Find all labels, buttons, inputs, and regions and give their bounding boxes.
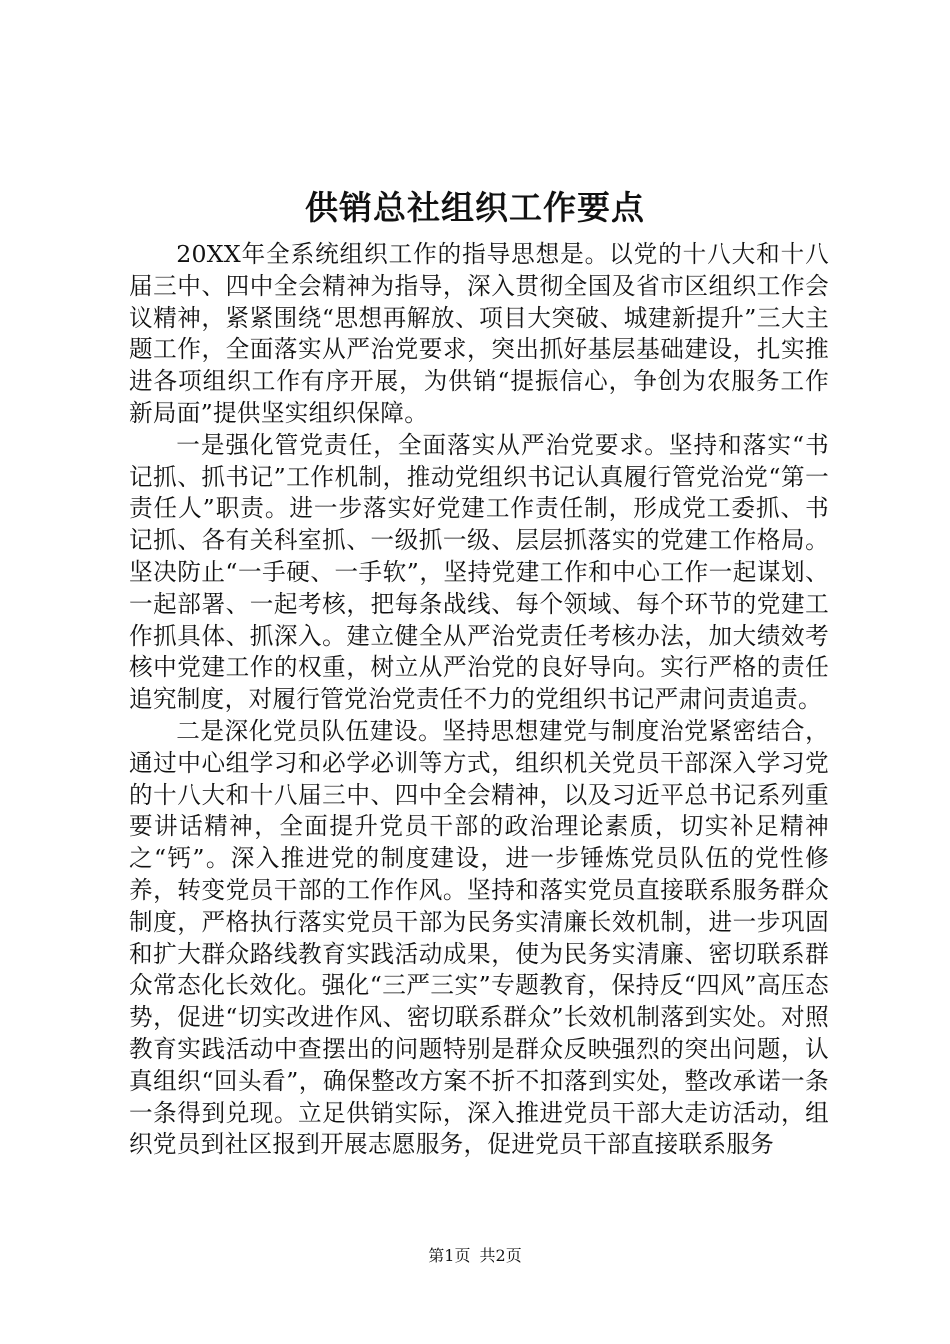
document-body bbox=[129, 239, 829, 1161]
paragraph-member-team-building: 二是深化党员队伍建设。坚持思想建党与制度治党紧密结合，通过中心组学习和必学必训等方式，组织机关党员干部深入学习党的十八大和十八届三中、四中全会精神，以及习近平总书记系列重要讲话精神，全面提升党员干部的政治理论素质，切实补足精神之“钙”。深入推进党的制度建设，进一步锤炼党员队伍的党性修养，转变党员干部的工作作风。坚持和落实党员直接联系服务群众制度，严格执行落实党员干部为民务实清廉长效机制，进一步巩固和扩大群众路线教育实践活动成果，使为民务实清廉、密切联系群众常态化长效化。强化“三严三实”专题教育，保持反“四风”高压态势，促进“切实改进作风、密切联系群众”长效机制落到实处。对照教育实践活动中查摆出的问题特别是群众反映强烈的突出问题，认真组织“回头看”，确保整改方案不折不扣落到实处，整改承诺一条一条得到兑现。立足供销实际，深入推进党员干部大走访活动，组织党员到社区报到开展志愿服务，促进党员干部直接联系服务 bbox=[129, 716, 829, 1159]
page-footer bbox=[0, 1246, 950, 1266]
page-number: 第1页 bbox=[428, 1246, 471, 1265]
paragraph-party-responsibility: 一是强化管党责任，全面落实从严治党要求。坚持和落实“书记抓、抓书记”工作机制，推动党组织书记认真履行管党治党“第一责任人”职责。进一步落实好党建工作责任制，形成党工委抓、书记抓、各有关科室抓、一级抓一级、层层抓落实的党建工作格局。坚决防止“一手硬、一手软”，坚持党建工作和中心工作一起谋划、一起部署、一起考核，把每条战线、每个领域、每个环节的党建工作抓具体、抓深入。建立健全从严治党责任考核办法，加大绩效考核中党建工作的权重，树立从严治党的良好导向。实行严格的责任追究制度，对履行管党治党责任不力的党组织书记严肃问责追责。 bbox=[129, 430, 829, 714]
page-total: 共2页 bbox=[479, 1246, 522, 1265]
document-title: 供销总社组织工作要点 bbox=[305, 188, 645, 227]
paragraph-guiding-ideology: 20XX年全系统组织工作的指导思想是。以党的十八大和十八届三中、四中全会精神为指导，深入贯彻全国及省市区组织工作会议精神，紧紧围绕“思想再解放、项目大突破、城建新提升”三大主题工作，全面落实从严治党要求，突出抓好基层基础建设，扎实推进各项组织工作有序开展，为供销“提振信心，争创为农服务工作新局面”提供坚实组织保障。 bbox=[129, 240, 829, 427]
